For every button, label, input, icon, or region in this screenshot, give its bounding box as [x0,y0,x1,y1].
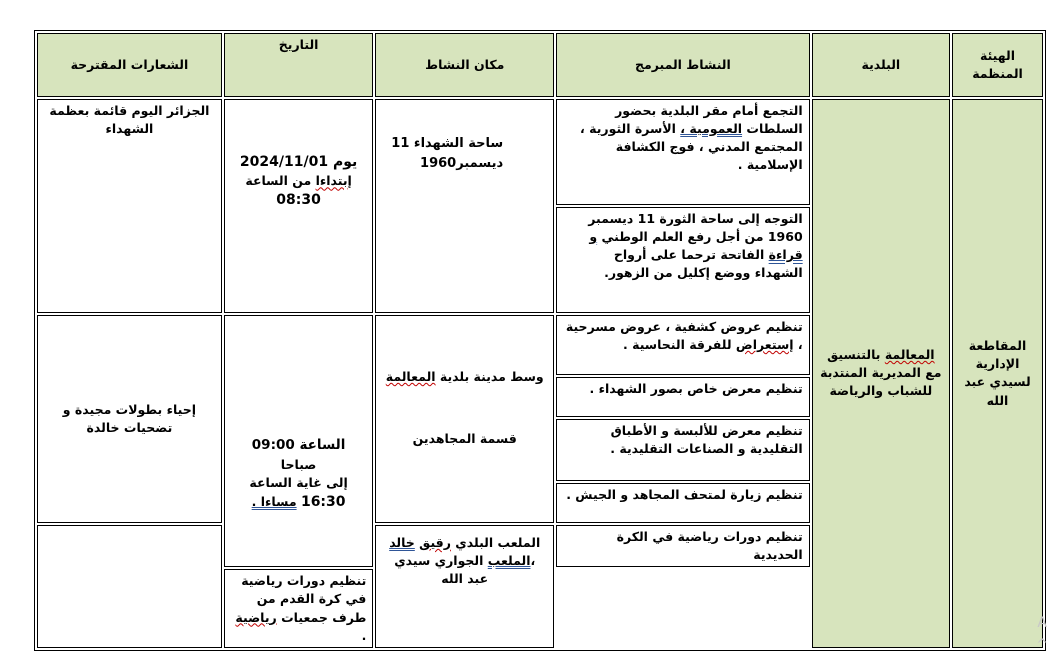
place-2-line1-word: المعالمة [385,369,436,384]
activity-3-part2: للفرقة النحاسية . [623,337,736,353]
date-1-line1: يوم 2024/11/01 [239,154,358,170]
activity-6: تنظيم زيارة لمتحف المجاهد و الجيش . [566,487,803,502]
slogan-cell-2 [37,315,222,523]
activity-1-part2: الأسرة الثورية ، المجتمع المدني ، فوج الكشافة الإسلامية . [580,121,803,173]
date-2-line3: إلى غاية الساعة [249,474,348,490]
margin-mark-1: A [1037,615,1047,631]
municipality-text-post: بالتنسيق مع المديرية المنتدبة للشباب والرياضة [820,347,942,399]
activity-2-part1: التوجه إلى ساحة الثورة 11 ديسمبر 1960 من أجل رفع العلم الوطني [588,211,803,245]
place-3-word3: الملعب [487,553,531,569]
date-2-line1: الساعة 09:00 [251,437,346,453]
header-municipality: البلدية [812,33,950,97]
municipality-name: المعالمة [884,347,935,363]
activity-cell-4 [556,377,810,417]
date-2-time: 16:30 [300,493,346,510]
activity-5: تنظيم معرض للألبسة و الأطباق التقليدية و الصناعات التقليدية . [610,423,803,457]
header-row [37,33,1043,97]
date-2-evening: مساءا . [251,493,297,509]
activity-cell-6 [556,483,810,523]
activity-2-underlined-2: قراءة [768,247,803,263]
activity-8-part1: تنظيم دورات رياضية في كرة القدم من طرف جمعيات [241,573,367,625]
slogan-cell-1 [37,99,222,313]
activity-cell-8 [224,569,374,648]
header-slogans: الشعارات المقترحة [37,33,222,97]
place-3-word1: رقيق [419,535,451,550]
activity-8-word: رياضية [235,609,277,625]
activity-8-part2: . [361,627,367,643]
activity-cell-5 [556,419,810,481]
place-3-part1: الملعب البلدي [450,535,541,550]
organizer-cell [952,99,1043,648]
date-1-time: 08:30 [276,192,321,209]
place-1: ساحة الشهداء 11 ديسمبر1960 [391,136,504,171]
activity-cell-2 [556,207,810,313]
header-date: التاريخ [224,33,374,97]
slogan-1: الجزائر اليوم قائمة بعظمة الشهداء [49,103,210,137]
place-3-part4: الجواري سيدي عبد الله [394,553,489,587]
activity-7: تنظيم دورات رياضية في الكرة الحديدية [616,529,803,563]
activity-2-part2: الفاتحة ترحما على أرواح الشهداء ووضع إكليل من الزهور. [604,247,803,281]
municipality-cell [812,99,950,648]
margin-mark-2: ^ [1036,637,1048,653]
header-place: مكان النشاط [375,33,554,97]
activity-1-part1: التجمع أمام مقر البلدية بحضور السلطات [615,103,803,137]
place-2-line1-part1: وسط مدينة بلدية [435,369,544,384]
activity-1-underlined: العمومية ، [680,121,743,137]
table-row [37,99,1043,205]
activity-2-underlined-1: و [589,229,598,245]
slogan-2: إحياء بطولات مجيدة و تضحيات خالدة [62,401,197,435]
activity-4: تنظيم معرض خاص بصور الشهداء . [589,381,803,396]
place-3-part3: ، [530,553,536,569]
activity-cell-1 [556,99,810,205]
date-cell-2 [224,315,374,567]
activities-table [34,30,1046,651]
date-1-start-word: إبتداءا [315,173,352,189]
activity-3-part1: تنظيم عروض كشفية ، عروض مسرحية ، [565,319,803,353]
place-3-word2: خالد [389,535,415,550]
header-activity: النشاط المبرمج [556,33,810,97]
place-cell-2 [375,315,554,523]
margin-marks [1036,612,1048,656]
date-1-line2: من الساعة [245,173,316,189]
place-cell-3 [375,525,554,648]
place-2-line2: قسمة المجاهدين [412,431,517,447]
header-organizer: الهيئة المنظمة [952,33,1043,97]
date-2-line2: صباحا [280,456,317,472]
place-cell-1 [375,99,554,313]
slogan-cell-3 [37,525,222,648]
activity-3-word: إستعراض [735,337,794,353]
organizer-text: المقاطعة الإدارية لسيدي عبد الله [964,338,1031,408]
date-cell-1 [224,99,374,313]
activity-cell-7 [556,525,810,567]
activity-cell-3 [556,315,810,375]
